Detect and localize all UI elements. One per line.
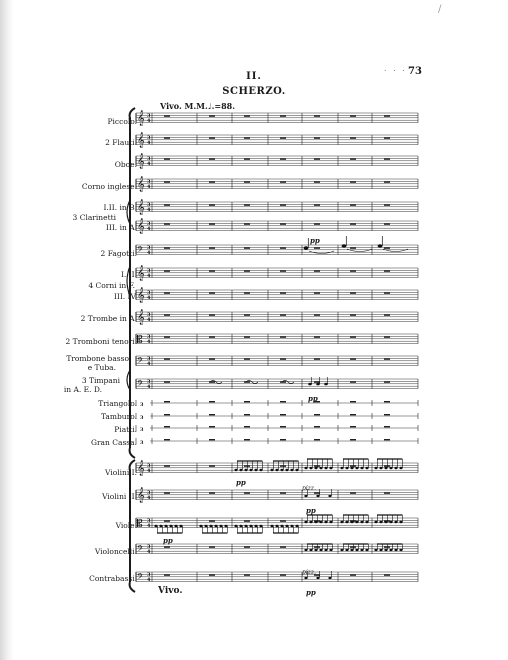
bar-rest [164,358,170,359]
time-signature: 3 [147,202,151,208]
bar-rest [164,270,170,271]
label-clarinetti-a: III. in A. [105,223,137,232]
bar-rest [350,115,356,116]
label-trombe: 2 Trombe in A. [80,314,137,323]
bar-rest [209,204,215,205]
clef-symbol: 𝄞 [137,266,145,281]
note-head [308,383,312,386]
bar-rest [164,336,170,337]
label-violini-2: Violini II. [102,492,137,501]
clef-symbol: 𝄞 [137,177,145,192]
bar-rest [244,520,250,521]
bar-rest [314,314,320,315]
bar-rest [209,181,215,182]
time-signature: 4 [147,577,151,583]
dynamic-fagotti-pp: pp [310,236,320,245]
bar-rest [314,358,320,359]
tempo-marking: Vivo. M.M.♩.=88. [160,101,235,111]
time-signature: 3 [140,427,144,433]
notes [154,115,408,579]
time-signature: 4 [147,161,151,167]
page-number: 73 [408,66,422,77]
label-viole: Viole. [115,521,137,530]
time-signature: 3 [147,334,151,340]
clef-symbol: 𝄞 [137,200,145,215]
time-signature: 4 [147,361,151,367]
bar-rest [350,381,356,382]
clef-symbol: 𝄞 [137,154,145,169]
time-signature: 4 [147,140,151,146]
bar-rest [350,439,356,440]
bar-rest [164,137,170,138]
note-head [324,383,328,386]
label-trombone-basso: Trombone basso [66,354,129,363]
time-signature: 3 [147,245,151,251]
bar-rest [209,223,215,224]
bar-rest [209,158,215,159]
bar-rest [164,181,170,182]
clef-symbol: 𝄞 [137,461,145,476]
bar-rest [384,492,390,493]
dynamic-violini2-pizz: pizz. [302,485,316,492]
time-signature: 4 [147,523,151,529]
movement-number: II. [246,71,262,82]
dynamic-violini1-pp: pp [236,478,246,487]
bar-rest [244,381,250,382]
label-violoncelli: Violoncelli. [94,547,137,556]
label-fagotti: 2 Fagotti. [100,249,137,258]
clef-symbol: 𝄡 [137,519,143,530]
time-signature: 3 [140,402,144,408]
bar-rest [209,520,215,521]
clef-symbol: 𝄢 [137,357,144,368]
bar-rest [209,546,215,547]
bar-rest [314,546,320,547]
time-signature: 4 [147,250,151,256]
bar-rest [280,181,286,182]
bar-rest [209,574,215,575]
bar-rest [350,574,356,575]
note-head [304,246,309,249]
bar-rest [314,292,320,293]
time-signature: 3 [147,518,151,524]
system-brackets [130,108,135,592]
clef-symbol: 𝄢 [137,246,144,257]
time-signature: 3 [147,113,151,119]
bar-rest [164,314,170,315]
bar-rest [280,336,286,337]
bar-rest [209,358,215,359]
label-violini-1: Violini I. [105,468,137,477]
label-piccolo: Piccolo. [107,117,137,126]
bar-rest [314,247,320,248]
bar-rest [384,181,390,182]
bar-rest [164,546,170,547]
bar-rest [384,465,390,466]
bar-rest [280,439,286,440]
bar-rest [314,137,320,138]
time-signature: 3 [147,463,151,469]
bar-rest [209,414,215,415]
bar-rest [350,292,356,293]
bar-rest [350,414,356,415]
clef-symbol: 𝄞 [137,133,145,148]
bar-rest [280,223,286,224]
bar-rest [384,292,390,293]
bar-rest [350,158,356,159]
bar-rest [209,381,215,382]
dynamic-contrabassi-pp: pp [306,588,316,597]
bar-rest [244,439,250,440]
bar-rest [280,465,286,466]
bar-rest [384,574,390,575]
time-signature: 4 [147,384,151,390]
bar-rest [350,492,356,493]
time-signature: 3 [147,135,151,141]
page-number-dots: . . . [384,64,407,73]
label-triangolo: Triangolo. [98,399,137,408]
movement-title: SCHERZO. [222,86,286,97]
label-corni-group: 4 Corni in F. [88,281,135,290]
bar-rest [280,492,286,493]
tie [383,249,408,252]
bar-rest [244,401,250,402]
dynamic-timpani-pp: pp [308,394,318,403]
bar-rest [384,158,390,159]
bar-rest [280,158,286,159]
bar-rest [350,137,356,138]
bar-rest [244,270,250,271]
bar-rest [164,520,170,521]
bar-rest [244,426,250,427]
label-oboe: Oboe. [114,160,137,169]
bar-rest [164,292,170,293]
note-head [378,244,383,247]
bar-rest [209,492,215,493]
bar-rest [350,270,356,271]
bar-rest [280,137,286,138]
bar-rest [209,292,215,293]
bar-rest [350,401,356,402]
bar-lines [136,113,418,582]
clef-symbol: 𝄞 [137,310,145,325]
clef-symbol: 𝄡 [137,335,143,346]
bar-rest [314,336,320,337]
time-signature: 3 [147,268,151,274]
bar-rest [384,439,390,440]
time-signature: 3 [147,379,151,385]
bar-rest [384,336,390,337]
bar-rest [244,181,250,182]
bar-rest [164,414,170,415]
bar-rest [314,181,320,182]
bar-rest [209,336,215,337]
bar-rest [384,223,390,224]
bar-rest [280,414,286,415]
time-signature: 4 [147,339,151,345]
bar-rest [244,115,250,116]
bar-rest [280,292,286,293]
bar-rest [164,115,170,116]
bar-rest [280,426,286,427]
time-signature: 3 [147,544,151,550]
staff-lines [136,113,418,582]
clef-symbol: 𝄞 [137,219,145,234]
bar-rest [244,314,250,315]
time-signature: 3 [147,156,151,162]
bar-rest [314,414,320,415]
bar-rest [164,465,170,466]
bar-rest [384,247,390,248]
bar-rest [164,401,170,402]
time-signature: 4 [147,118,151,124]
label-gran-cassa: Gran Cassa. [90,438,137,447]
bar-rest [384,270,390,271]
bar-rest [314,204,320,205]
bar-rest [280,270,286,271]
bar-rest [244,292,250,293]
time-signature: 3 [147,490,151,496]
bar-rest [209,465,215,466]
time-signature: 4 [147,226,151,232]
time-signature: 4 [147,184,151,190]
label-timpani-tuning: in A. E. D. [63,385,102,394]
bar-rest [384,204,390,205]
time-signature: 3 [140,415,144,421]
bar-rest [280,401,286,402]
label-contrabassi: Contrabassi. [89,574,137,583]
clef-symbol: 𝄞 [137,488,145,503]
bar-rest [384,401,390,402]
bar-rest [209,137,215,138]
label-piatti: Piatti. [114,425,137,434]
time-signature: 3 [140,440,144,446]
clef-symbol: 𝄢 [137,380,144,391]
bar-rest [314,270,320,271]
bar-rest [384,115,390,116]
label-tromboni: 2 Tromboni tenori. [65,337,137,346]
bar-rest [350,426,356,427]
bar-rest [164,381,170,382]
bar-rest [209,115,215,116]
bar-rest [384,546,390,547]
bar-rest [384,426,390,427]
bar-rest [244,158,250,159]
label-tuba: e Tuba. [87,363,116,372]
bar-rest [314,115,320,116]
bar-rest [209,426,215,427]
bar-rest [244,204,250,205]
bar-rest [350,181,356,182]
label-tamburo: Tamburo. [101,412,137,421]
bar-rest [280,546,286,547]
bar-rest [209,401,215,402]
bar-rest [164,426,170,427]
label-clarinetti-group: 3 Clarinetti [72,213,116,222]
bar-rest [384,137,390,138]
label-corni-34: III. IV. [113,292,137,301]
dynamic-violini2-pp: pp [306,506,316,515]
bar-rest [244,414,250,415]
bar-rest [280,314,286,315]
bar-rest [280,381,286,382]
time-signature: 4 [147,495,151,501]
note-head [316,383,320,386]
label-clarinetti-b: I.II. in B. [103,203,137,212]
tempo-marking-bottom: Vivo. [158,586,183,596]
bar-rest [244,336,250,337]
time-signature: 4 [147,207,151,213]
bar-rest [244,465,250,466]
clef-symbol: 𝄢 [137,545,144,556]
tie [347,249,372,252]
bar-rest [280,574,286,575]
time-signature: 3 [147,356,151,362]
bar-rest [280,358,286,359]
time-signature: 4 [147,549,151,555]
note-head [342,244,347,247]
bar-rest [164,223,170,224]
bar-rest [209,314,215,315]
bar-rest [244,137,250,138]
time-signature: 4 [147,317,151,323]
time-signature: 4 [147,468,151,474]
bar-rest [350,465,356,466]
bar-rest [384,314,390,315]
bar-rest [350,314,356,315]
margin-pencil-mark: / [438,4,442,15]
dynamic-contrabassi-pizz: pizz. [302,569,316,576]
label-timpani: 3 Timpani [81,376,120,385]
bar-rest [209,247,215,248]
bar-rest [280,115,286,116]
bar-rest [244,546,250,547]
bar-rest [350,204,356,205]
time-signature: 3 [147,572,151,578]
bar-rest [164,439,170,440]
bar-rest [314,223,320,224]
bar-rest [280,520,286,521]
bar-rest [209,439,215,440]
bar-rest [384,358,390,359]
bar-rest [244,574,250,575]
clef-symbol: 𝄞 [137,288,145,303]
bar-rest [280,204,286,205]
bar-rest [384,414,390,415]
clef-symbol: 𝄞 [137,111,145,126]
bar-rest [244,492,250,493]
time-signature: 4 [147,273,151,279]
bar-rest [314,439,320,440]
time-signature: 3 [147,290,151,296]
bar-rest [350,223,356,224]
bar-rest [209,270,215,271]
bar-rest [164,492,170,493]
bar-rest [164,247,170,248]
time-signature: 4 [147,295,151,301]
bar-rest [244,247,250,248]
label-corno-inglese: Corno inglese. [81,182,137,191]
bar-rest [314,381,320,382]
bar-rest [350,546,356,547]
dynamic-viole-pp: pp [163,536,173,545]
label-flauti: 2 Flauti. [105,138,137,147]
bar-rest [350,247,356,248]
time-signature: 3 [147,179,151,185]
time-signature: 3 [147,221,151,227]
bar-rest [164,204,170,205]
bar-rest [350,336,356,337]
bar-rest [244,358,250,359]
bar-rest [314,158,320,159]
bar-rest [164,158,170,159]
bar-rest [384,381,390,382]
bar-rest [244,223,250,224]
bar-rest [314,465,320,466]
clefs [137,111,151,584]
clef-symbol: 𝄢 [137,573,144,584]
label-corni-12: I. II. [120,270,137,279]
bar-rest [280,247,286,248]
bar-rest [350,358,356,359]
time-signature: 3 [147,312,151,318]
bar-rest [314,426,320,427]
bar-rest [164,574,170,575]
